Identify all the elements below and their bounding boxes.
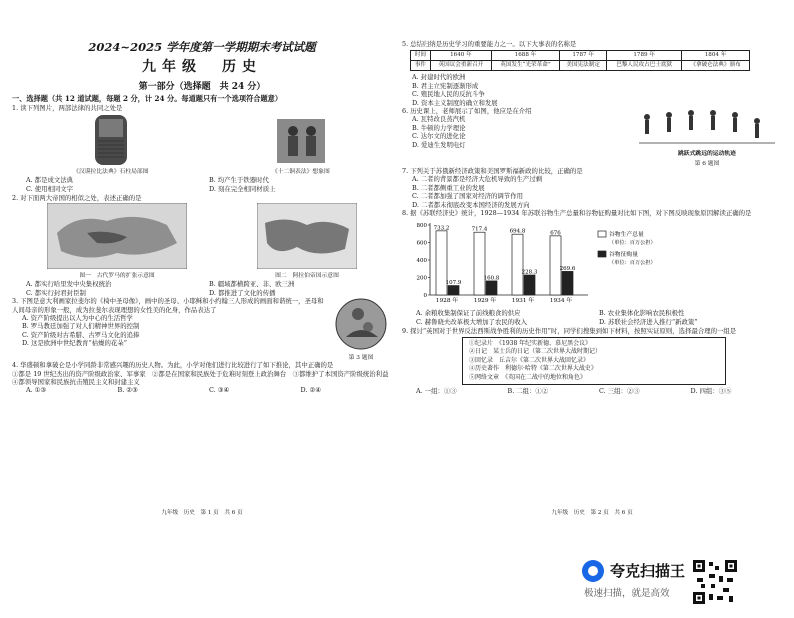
question-6-block	[402, 107, 782, 167]
material-item: ③回忆录 丘吉尔《第二次世界大战回忆录》	[469, 356, 590, 364]
brand-slogan: 极速扫描，就是高效	[584, 588, 670, 599]
data-label: 694.8	[509, 229, 526, 236]
option-d: D. 这是欧洲中世纪教育“枯燥的花朵”	[22, 339, 127, 348]
material-item: ①纪录片 《1938 年纪实新德、慕尼黑会议》	[469, 340, 592, 348]
legend-unit: （单位：百万公担）	[609, 260, 656, 267]
page-footer: 九年级 历史 第 1 页 共 6 页	[161, 510, 243, 516]
legend-label: 谷物征购量	[609, 252, 638, 259]
legend-swatch	[598, 231, 606, 237]
option-b: B. ②③	[117, 386, 138, 395]
section-heading: 一、选择题（共 12 道试题，每题 2 分，计 24 分。每道题只有一个选项符合题意）	[12, 94, 283, 103]
roman-expansion-map	[47, 203, 187, 269]
table-cell: 《拿破仑法典》颁布	[682, 61, 750, 71]
option-b: B. 牛顿的力学理论	[412, 123, 466, 132]
table-cell: 1688 年	[491, 51, 559, 61]
option-a: A. 瓦特改良蒸汽机	[412, 115, 466, 124]
option-d: D. ②④	[300, 386, 321, 395]
fig-caption: 《十二铜表法》想象图	[271, 169, 330, 176]
question-3-options	[12, 314, 330, 348]
option-a: A. 都实行哈里发中央集权统治	[26, 280, 112, 288]
question-2-stem: 2. 对下面两大帝国的相似之处，表述正确的是	[12, 193, 142, 202]
question-5-stem: 5. 总结归纳是历史学习的重要能力之一。以下大事表的名称是	[402, 40, 577, 48]
option-c: C. 二者都加强了国家对经济的调节作用	[412, 192, 523, 201]
question-5-options	[402, 73, 782, 107]
option-b: B. 农业集体化影响农民积极性	[599, 309, 685, 318]
part-heading: 第一部分（选择题 共 24 分）	[138, 82, 266, 92]
question-9-options	[402, 387, 782, 396]
option-b: B. 罗马教廷加强了对人们精神世界的控制	[22, 322, 140, 331]
data-label: 676	[550, 230, 561, 237]
option-a: A. 二者的背景都是经济大危机导致的生产过剩	[412, 175, 543, 184]
option-b: B. 均产生于铁器时代	[209, 176, 269, 185]
question-3-block	[12, 297, 392, 361]
map-caption: 图二 阿拉伯帝国示意图	[275, 273, 339, 279]
y-tick-label: 200	[416, 275, 427, 282]
hammurabi-figure	[73, 113, 148, 175]
brand-name: 夸克扫描王	[610, 562, 686, 580]
legend-unit: （单位：百万公担）	[609, 240, 656, 247]
option-a: A. 余粮收集制保证了前线粮食的供应	[416, 309, 521, 318]
exam-page-2	[402, 40, 782, 520]
long-jump-figure	[632, 107, 782, 167]
question-6-stem: 6. 历史课上，老师展示了如图，他应是在介绍	[402, 107, 532, 116]
bar-procurement	[448, 286, 459, 295]
material-item: ⑤网络文章 《英国在二战中的地位和角色》	[469, 373, 587, 381]
data-label: 269.6	[559, 266, 576, 273]
data-label: 160.8	[483, 275, 500, 282]
question-4-options	[12, 386, 392, 395]
question-9-stem: 9. 探讨“英国对于世界反法西斯战争胜利的历史作用”时，同学们搜集到如下材料，按照实证原则，选择最合理的一组是	[402, 326, 737, 335]
option-a: A. 资产阶级提出以人为中心的生活哲学	[22, 314, 133, 322]
data-label: 107.9	[445, 280, 462, 287]
table-cell: 时间	[411, 51, 431, 61]
legend-label: 谷物生产总量	[609, 232, 644, 239]
question-8-options	[402, 309, 782, 326]
question-2-options	[12, 280, 392, 297]
option-d: D. 刻在完全相同材质上	[209, 185, 276, 193]
madonna-figure	[330, 297, 392, 361]
question-3-stem: 3. 下图是意大利画家拉斐尔的《椅中圣母像》，画中的圣母、小耶稣和小约翰三人形成的画面和谐统一，圣母和人间母亲的形象一般，成为拉斐尔表现理想的女性美的化身，作品表达了	[12, 297, 324, 314]
option-b: B. 君主立宪制逐渐形成	[412, 81, 479, 90]
table-cell: 英国发生“光荣革命”	[491, 61, 559, 71]
table-cell: 1787 年	[559, 51, 606, 61]
option-c: C. 三组：②③	[599, 387, 640, 396]
bar-procurement	[524, 275, 535, 295]
question-7-options	[402, 175, 782, 209]
question-7-stem: 7. 下列关于苏俄新经济政策和美国罗斯福新政的比较，正确的是	[402, 167, 583, 176]
y-tick-label: 600	[416, 240, 427, 247]
question-2-figures	[12, 203, 392, 279]
question-8-stem: 8. 据《苏联经济史》统计，1928—1934 年苏联谷物生产总量和谷物征购量对比如下图，对下图反映现象原因解读正确的是	[402, 209, 752, 218]
option-a: A. 封建时代的欧洲	[412, 73, 466, 82]
question-4-stem: 4. 华盛顿和拿破仑是小学同龄非常感兴趣的历史人物。为此，小学对他们进行比较进行了如下推论，其中正确的是	[12, 361, 334, 370]
bar-production	[474, 233, 485, 296]
question-1-figures	[12, 113, 392, 175]
exam-title: 2024~2025 学年度第一学期期末考试试题	[88, 40, 316, 54]
option-d: D. 都推进了文化的传播	[209, 288, 276, 297]
y-tick-label: 0	[423, 293, 427, 300]
data-label: 717.4	[471, 227, 488, 234]
option-d: D. 资本主义制度的确立和发展	[412, 98, 498, 107]
x-tick-label: 1928 年	[435, 298, 459, 305]
option-d: D. 苏联社会经济进入推行“新政策”	[599, 318, 698, 327]
fig-caption: 《汉谟拉比法典》石柱局部图	[73, 169, 149, 176]
quark-logo-icon	[582, 560, 604, 582]
qr-code-icon	[693, 560, 737, 604]
map-caption: 图一 古代罗马的扩张示意图	[79, 273, 155, 279]
option-b: B. 二组：①②	[507, 387, 549, 396]
x-tick-label: 1931 年	[511, 298, 535, 305]
option-a: A. ①③	[26, 386, 47, 395]
exam-subject: 九年级 历史	[142, 59, 262, 75]
hammurabi-stele-image	[81, 113, 141, 165]
fig-caption: 第 6 题图	[694, 161, 720, 168]
question-9-materials	[462, 337, 726, 385]
fig-label: 跳跃式跳远的运动轨迹	[678, 151, 736, 158]
option-d: D. 四组：③⑤	[690, 387, 732, 396]
option-c: C. 殖民地人民的反抗斗争	[412, 90, 485, 99]
material-item: ④历史著作 利德尔·哈特《第二次世界大战史》	[469, 365, 597, 373]
data-label: 228.3	[521, 269, 538, 276]
twelve-tables-image	[271, 113, 331, 165]
option-c: C. 都实行封君封臣制	[26, 288, 86, 297]
question-1-options	[12, 176, 392, 193]
option-a: A. 都是成文法典	[26, 176, 74, 185]
x-tick-label: 1934 年	[549, 298, 573, 305]
option-c: C. ③④	[209, 386, 230, 395]
option-d: D. 爱迪生发明电灯	[412, 140, 466, 149]
option-c: C. 使用相同文字	[26, 185, 74, 193]
long-jump-sequence-image	[637, 107, 777, 147]
data-label: 733.2	[433, 225, 450, 232]
twelve-tables-figure	[271, 113, 331, 175]
table-cell: 1789 年	[607, 51, 682, 61]
option-a: A. 一组：①③	[416, 387, 457, 396]
table-cell: 巴黎人民攻占巴士底狱	[607, 61, 682, 71]
arab-empire-map	[257, 203, 357, 269]
roman-map-figure	[47, 203, 187, 279]
option-b: B. 疆域都横跨亚、非、欧三洲	[209, 280, 295, 288]
exam-page-1	[12, 40, 395, 520]
scanner-watermark	[582, 560, 685, 582]
table-cell: 1804 年	[682, 51, 750, 61]
legend-swatch	[598, 251, 606, 257]
y-tick-label: 400	[416, 258, 427, 265]
fig-caption: 第 3 题图	[348, 355, 374, 362]
page-footer: 九年级 历史 第 2 页 共 6 页	[551, 510, 633, 516]
table-row	[411, 51, 750, 61]
question-5-table	[410, 50, 750, 71]
arab-map-figure	[257, 203, 357, 279]
table-cell: 英国议会重新召开	[430, 61, 491, 71]
table-cell: 美国宪法制定	[559, 61, 606, 71]
option-d: D. 二者都未彻底改变本国经济的发展方向	[412, 200, 530, 209]
option-c: C. 赫鲁晓夫改革极大增加了农民的收入	[416, 318, 527, 327]
grain-chart	[408, 217, 708, 305]
y-tick-label: 800	[416, 223, 427, 230]
option-b: B. 二者都侧重工业的发展	[412, 183, 485, 192]
option-c: C. 达尔文的进化论	[412, 132, 466, 141]
material-item: ②日记 某士兵的日记（第二次世界大战时期记）	[469, 348, 602, 356]
bar-procurement	[486, 281, 497, 295]
question-1-stem: 1. 读下列图片，两部法律的共同之处是	[12, 104, 123, 112]
question-6-options	[402, 115, 632, 149]
question-4-statements: ①都是 19 世纪杰出的资产阶级政治家、军事家 ②都是在国家和民族处于危难时刻登上政治舞台 ③都维护了本国资产阶级统治利益 ④都领导国家和民族抗击殖民主义和封建主义	[12, 369, 395, 386]
bar-production	[512, 235, 523, 296]
bar-procurement	[562, 272, 573, 296]
table-cell: 事件	[411, 61, 431, 71]
table-row	[411, 61, 750, 71]
madonna-painting-image	[334, 297, 388, 351]
table-cell: 1640 年	[430, 51, 491, 61]
option-c: C. 资产阶级对古希腊、古罗马文化的追捧	[22, 330, 140, 339]
x-tick-label: 1929 年	[473, 298, 497, 305]
